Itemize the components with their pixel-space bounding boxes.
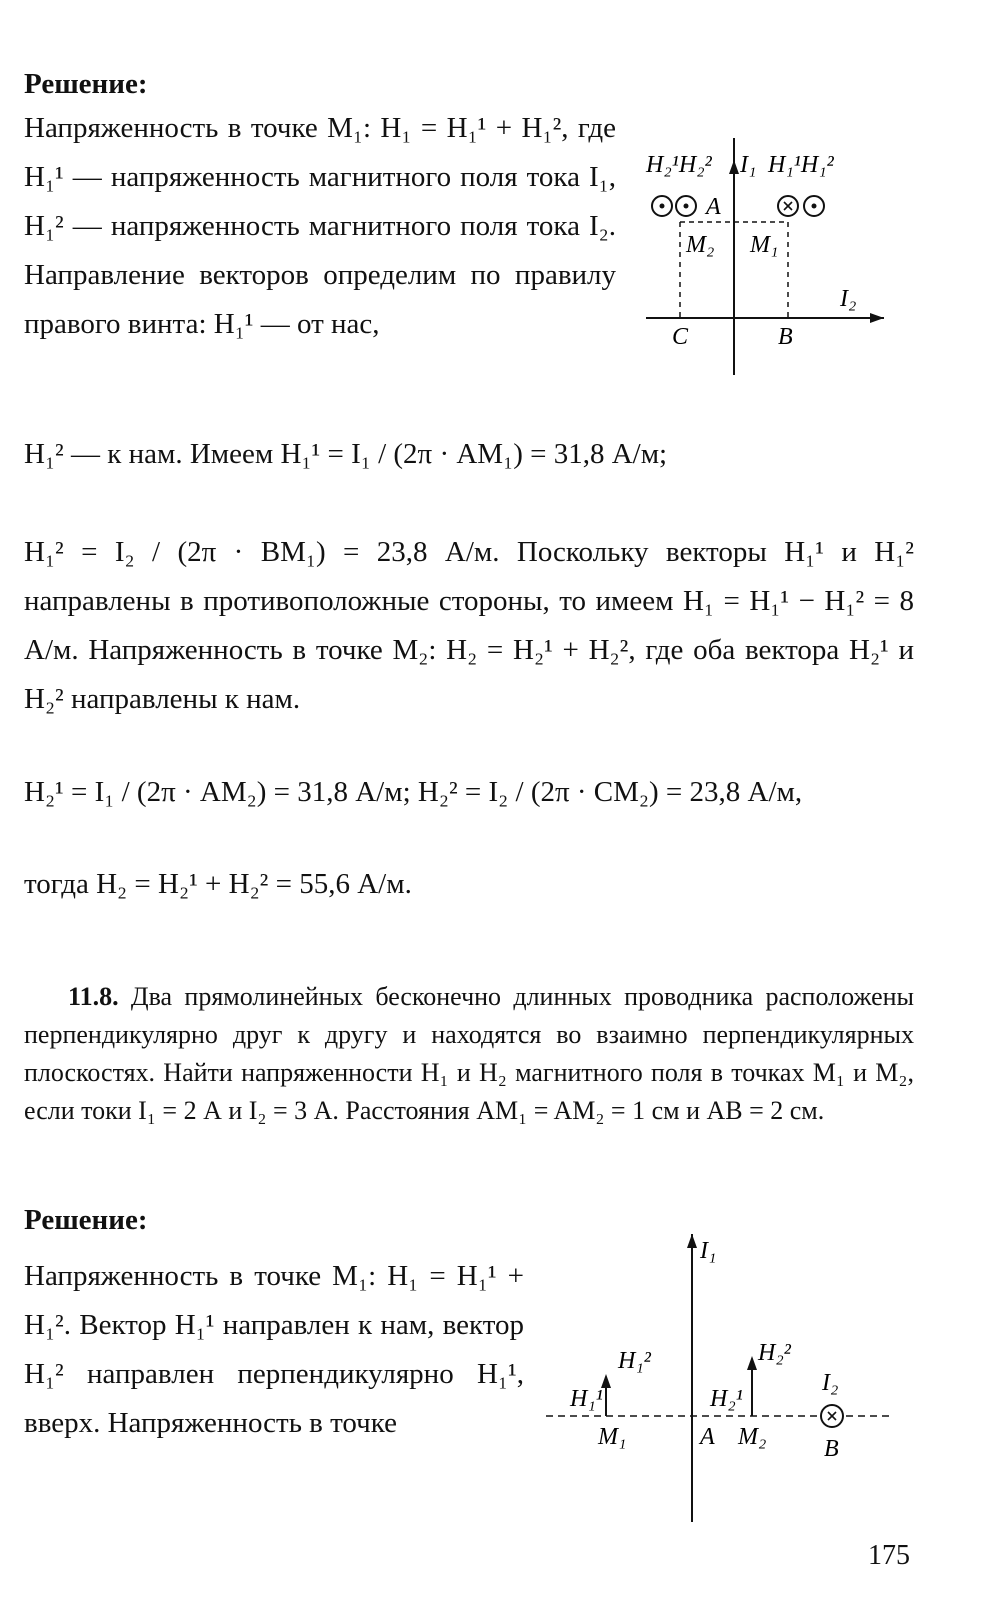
- fig2-label-m2: M₂: [738, 1424, 767, 1450]
- fig1-label-h1h1: H₁¹H₁²: [768, 152, 834, 178]
- i1-arrowhead: [687, 1234, 697, 1248]
- fig2-label-h2-2: H₂²: [758, 1340, 791, 1366]
- dot-symbol-icon: [676, 196, 696, 216]
- fig2-label-b: B: [824, 1436, 839, 1462]
- vector-h2-2-arrowhead: [747, 1356, 757, 1370]
- problem-number: 11.8.: [68, 982, 119, 1011]
- fig1-label-i1: I₁: [740, 152, 757, 178]
- dot-symbol-icon: [652, 196, 672, 216]
- solution-heading: Решение:: [24, 1204, 148, 1236]
- solution-text-part-d: H₂¹ = I₁ / (2π · AM₂) = 31,8 А/м; H₂² = I₂ / (2π · CM₂) = 23,8 А/м,: [24, 776, 803, 808]
- fig2-label-a: A: [700, 1424, 715, 1450]
- fig2-label-i1: I₁: [700, 1238, 717, 1264]
- problem-statement: [24, 978, 914, 1130]
- fig1-label-h2h2: H₂¹H₂²: [646, 152, 712, 178]
- fig1-label-i2: I₂: [840, 286, 857, 312]
- solution-text-part-c: H₁² = I₂ / (2π · BM₁) = 23,8 А/м. Поскольку векторы H₁¹ и H₁² направлены в противоположные стороны, то имеем H₁ = H₁¹ − H₁² = 8 А/м. Напряженность в точке M₂: H₂ = H₂¹ + H₂², где оба вектора H₂¹ и H₂² направлены к нам.: [24, 536, 914, 715]
- solution-text-part-a: Напряженность в точке M₁: H₁ = H₁¹ + H₁², где H₁¹ — напряженность магнитного поля тока I₁, H₁² — напряженность магнитного поля тока I₂. Направление векторов определим по правилу правого винта: H₁¹ — от нас,: [24, 112, 616, 340]
- fig2-label-h2-1: H₂¹: [710, 1386, 743, 1412]
- solution-text-part-e: тогда H₂ = H₂¹ + H₂² = 55,6 А/м.: [24, 868, 412, 900]
- fig1-label-m2: M₂: [686, 232, 715, 258]
- fig2-label-i2: I₂: [822, 1370, 839, 1396]
- figure-conductors-1: [632, 130, 892, 380]
- problem-text: Два прямолинейных бесконечно длинных проводника расположены перпендикулярно друг к другу и находятся во взаимно перпендикулярных плоскостях. Найти напряженности H₁ и H₂ магнитного поля в точках M₁ и M₂, если токи I₁ = 2 А и I₂ = 3 А. Расстояния AM₁ = AM₂ = 1 см и AB = 2 см.: [24, 982, 915, 1125]
- cross-symbol-icon: [821, 1405, 843, 1427]
- fig2-label-h1-1: H₁¹: [570, 1386, 603, 1412]
- i1-arrowhead: [729, 160, 739, 174]
- solution-heading: Решение:: [24, 68, 148, 100]
- fig1-label-a: A: [706, 194, 721, 220]
- fig2-label-h1-2: H₁²: [618, 1348, 651, 1374]
- fig1-label-b: B: [778, 324, 793, 350]
- page-number: 175: [868, 1540, 910, 1571]
- figure-conductors-2: [540, 1230, 900, 1530]
- fig2-label-m1: M₁: [598, 1424, 627, 1450]
- solution-2-text: Напряженность в точке M₁: H₁ = H₁¹ + H₁². Вектор H₁¹ направлен к нам, вектор H₁² направлен перпендикулярно H₁¹, вверх. Напряженность в точке: [24, 1260, 524, 1439]
- i2-arrowhead: [870, 313, 884, 323]
- fig1-label-c: C: [672, 324, 689, 350]
- dot-symbol-icon: [804, 196, 824, 216]
- fig1-label-m1: M₁: [750, 232, 779, 258]
- cross-symbol-icon: [778, 196, 798, 216]
- solution-text-part-b: H₁² — к нам. Имеем H₁¹ = I₁ / (2π · AM₁) = 31,8 А/м;: [24, 438, 668, 470]
